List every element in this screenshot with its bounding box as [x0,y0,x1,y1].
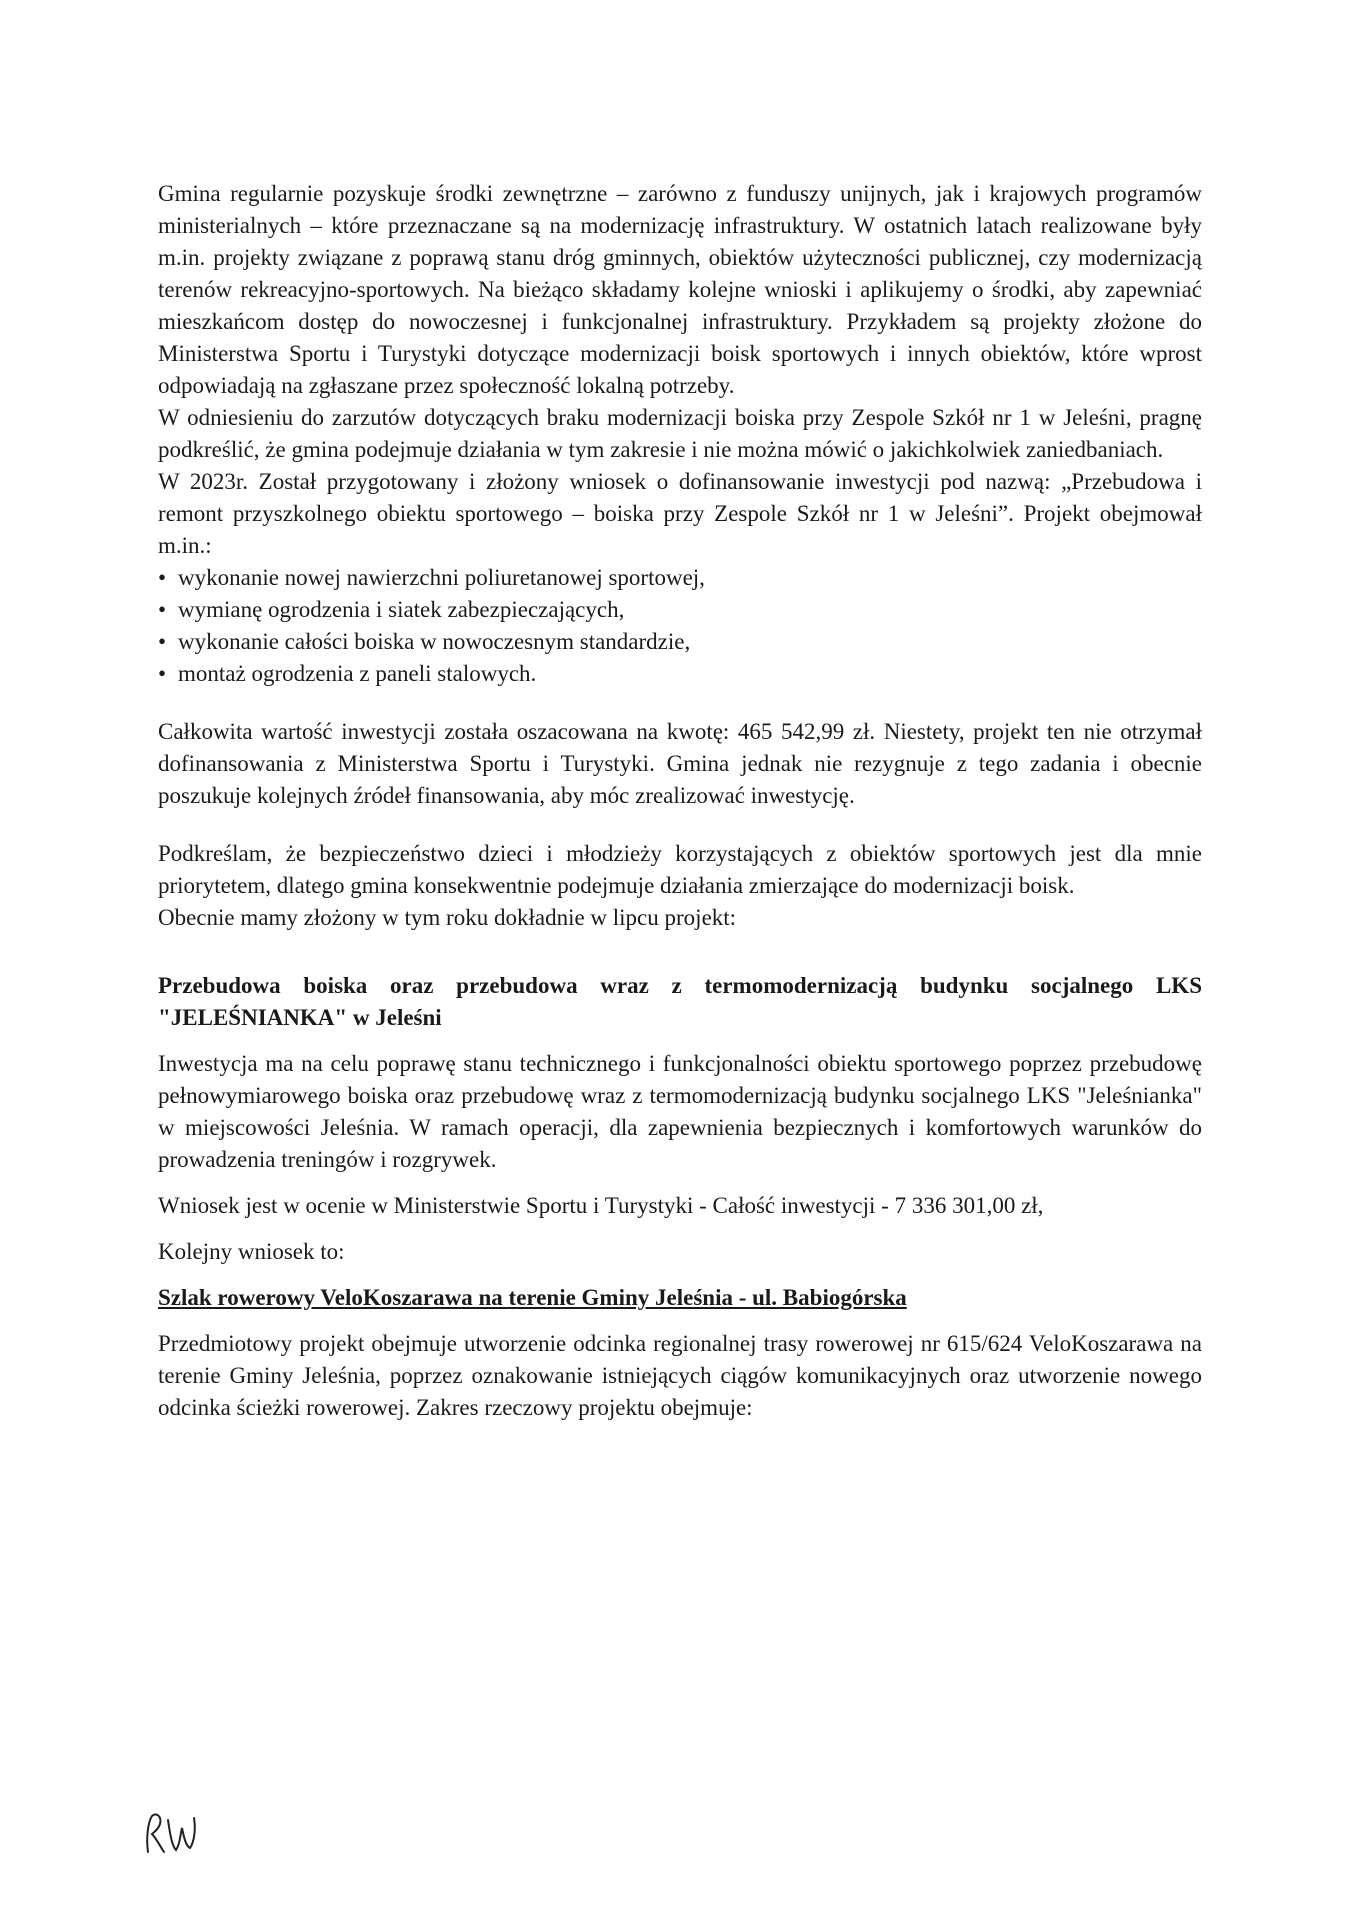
paragraph-investment-value: Całkowita wartość inwestycji została oszacowana na kwotę: 465 542,99 zł. Niestety, projekt ten nie otrzymał dofinansowania z Ministerstwa Sportu i Turystyki. Gmina jednak nie rezygnuje z tego zadania i obecnie poszukuje kolejnych źródeł finansowania, aby móc zrealizować inwestycję. [158,719,1202,808]
paragraph-bike-trail-description: Przedmiotowy projekt obejmuje utworzenie odcinka regionalnej trasy rowerowej nr 615/624 VeloKoszarawa na terenie Gminy Jeleśnia, poprzez oznakowanie istniejących ciągów komunikacyjnych oraz utworzenie nowego odcinka ścieżki rowerowej. Zakres rzeczowy projektu obejmuje: [158,1331,1202,1420]
paragraph-application-status: Wniosek jest w ocenie w Ministerstwie Sportu i Turystyki - Całość inwestycji - 7 336 301,00 zł, [158,1193,1044,1218]
list-item [158,658,1202,690]
bullet-marker: • [158,597,167,622]
paragraph-current-project-intro: Obecnie mamy złożony w tym roku dokładnie w lipcu projekt: [158,905,737,930]
paragraph-jelesnianka-description: Inwestycja ma na celu poprawę stanu technicznego i funkcjonalności obiektu sportowego poprzez przebudowę pełnowymiarowego boiska oraz przebudowę wraz z termomodernizacją budynku socjalnego LKS "Jeleśnianka" w miejscowości Jeleśnia. W ramach operacji, dla zapewnienia bezpiecznych i komfortowych warunków do prowadzenia treningów i rozgrywek. [158,1051,1202,1172]
list-item-text: montaż ogrodzenia z paneli stalowych. [178,661,537,686]
bullet-marker: • [158,629,167,654]
heading-bike-trail-project: Szlak rowerowy VeloKoszarawa na terenie Gminy Jeleśnia - ul. Babiogórska [158,1285,907,1310]
project-scope-list [158,562,1202,690]
list-item [158,594,1202,626]
paragraph-school-pitch: W odniesieniu do zarzutów dotyczących braku modernizacji boiska przy Zespole Szkół nr 1 w Jeleśni, pragnę podkreślić, że gmina podejmuje działania w tym zakresie i nie można mówić o jakichkolwiek zaniedbaniach. [158,405,1202,462]
list-item-text: wykonanie całości boiska w nowoczesnym standardzie, [178,629,691,654]
paragraph-2023-application: W 2023r. Został przygotowany i złożony wniosek o dofinansowanie inwestycji pod nazwą: „Przebudowa i remont przyszkolnego obiektu sportowego – boiska przy Zespole Szkół nr 1 w Jeleśni”. Projekt obejmował m.in.: [158,469,1202,558]
list-item [158,626,1202,658]
list-item-text: wymianę ogrodzenia i siatek zabezpieczających, [178,597,625,622]
bullet-marker: • [158,565,167,590]
handwritten-initials-signature [142,1808,202,1858]
document-page [158,178,1202,1424]
list-item-text: wykonanie nowej nawierzchni poliuretanowej sportowej, [178,565,705,590]
bullet-marker: • [158,661,167,686]
paragraph-safety-priority: Podkreślam, że bezpieczeństwo dzieci i młodzieży korzystających z obiektów sportowych jest dla mnie priorytetem, dlatego gmina konsekwentnie podejmuje działania zmierzające do modernizacji boisk. [158,841,1202,898]
paragraph-funding-intro: Gmina regularnie pozyskuje środki zewnętrzne – zarówno z funduszy unijnych, jak i krajowych programów ministerialnych – które przeznaczane są na modernizację infrastruktury. W ostatnich latach realizowane były m.in. projekty związane z poprawą stanu dróg gminnych, obiektów użyteczności publicznej, czy modernizacją terenów rekreacyjno-sportowych. Na bieżąco składamy kolejne wnioski i aplikujemy o środki, aby zapewniać mieszkańcom dostęp do nowoczesnej i funkcjonalnej infrastruktury. Przykładem są projekty złożone do Ministerstwa Sportu i Turystyki dotyczące modernizacji boisk sportowych i innych obiektów, które wprost odpowiadają na zgłaszane przez społeczność lokalną potrzeby. [158,181,1202,398]
heading-jelesnianka-project: Przebudowa boiska oraz przebudowa wraz z termomodernizacją budynku socjalnego LKS "JELEŚNIANKA" w Jeleśni [158,973,1202,1030]
list-item [158,562,1202,594]
paragraph-next-application: Kolejny wniosek to: [158,1239,345,1264]
